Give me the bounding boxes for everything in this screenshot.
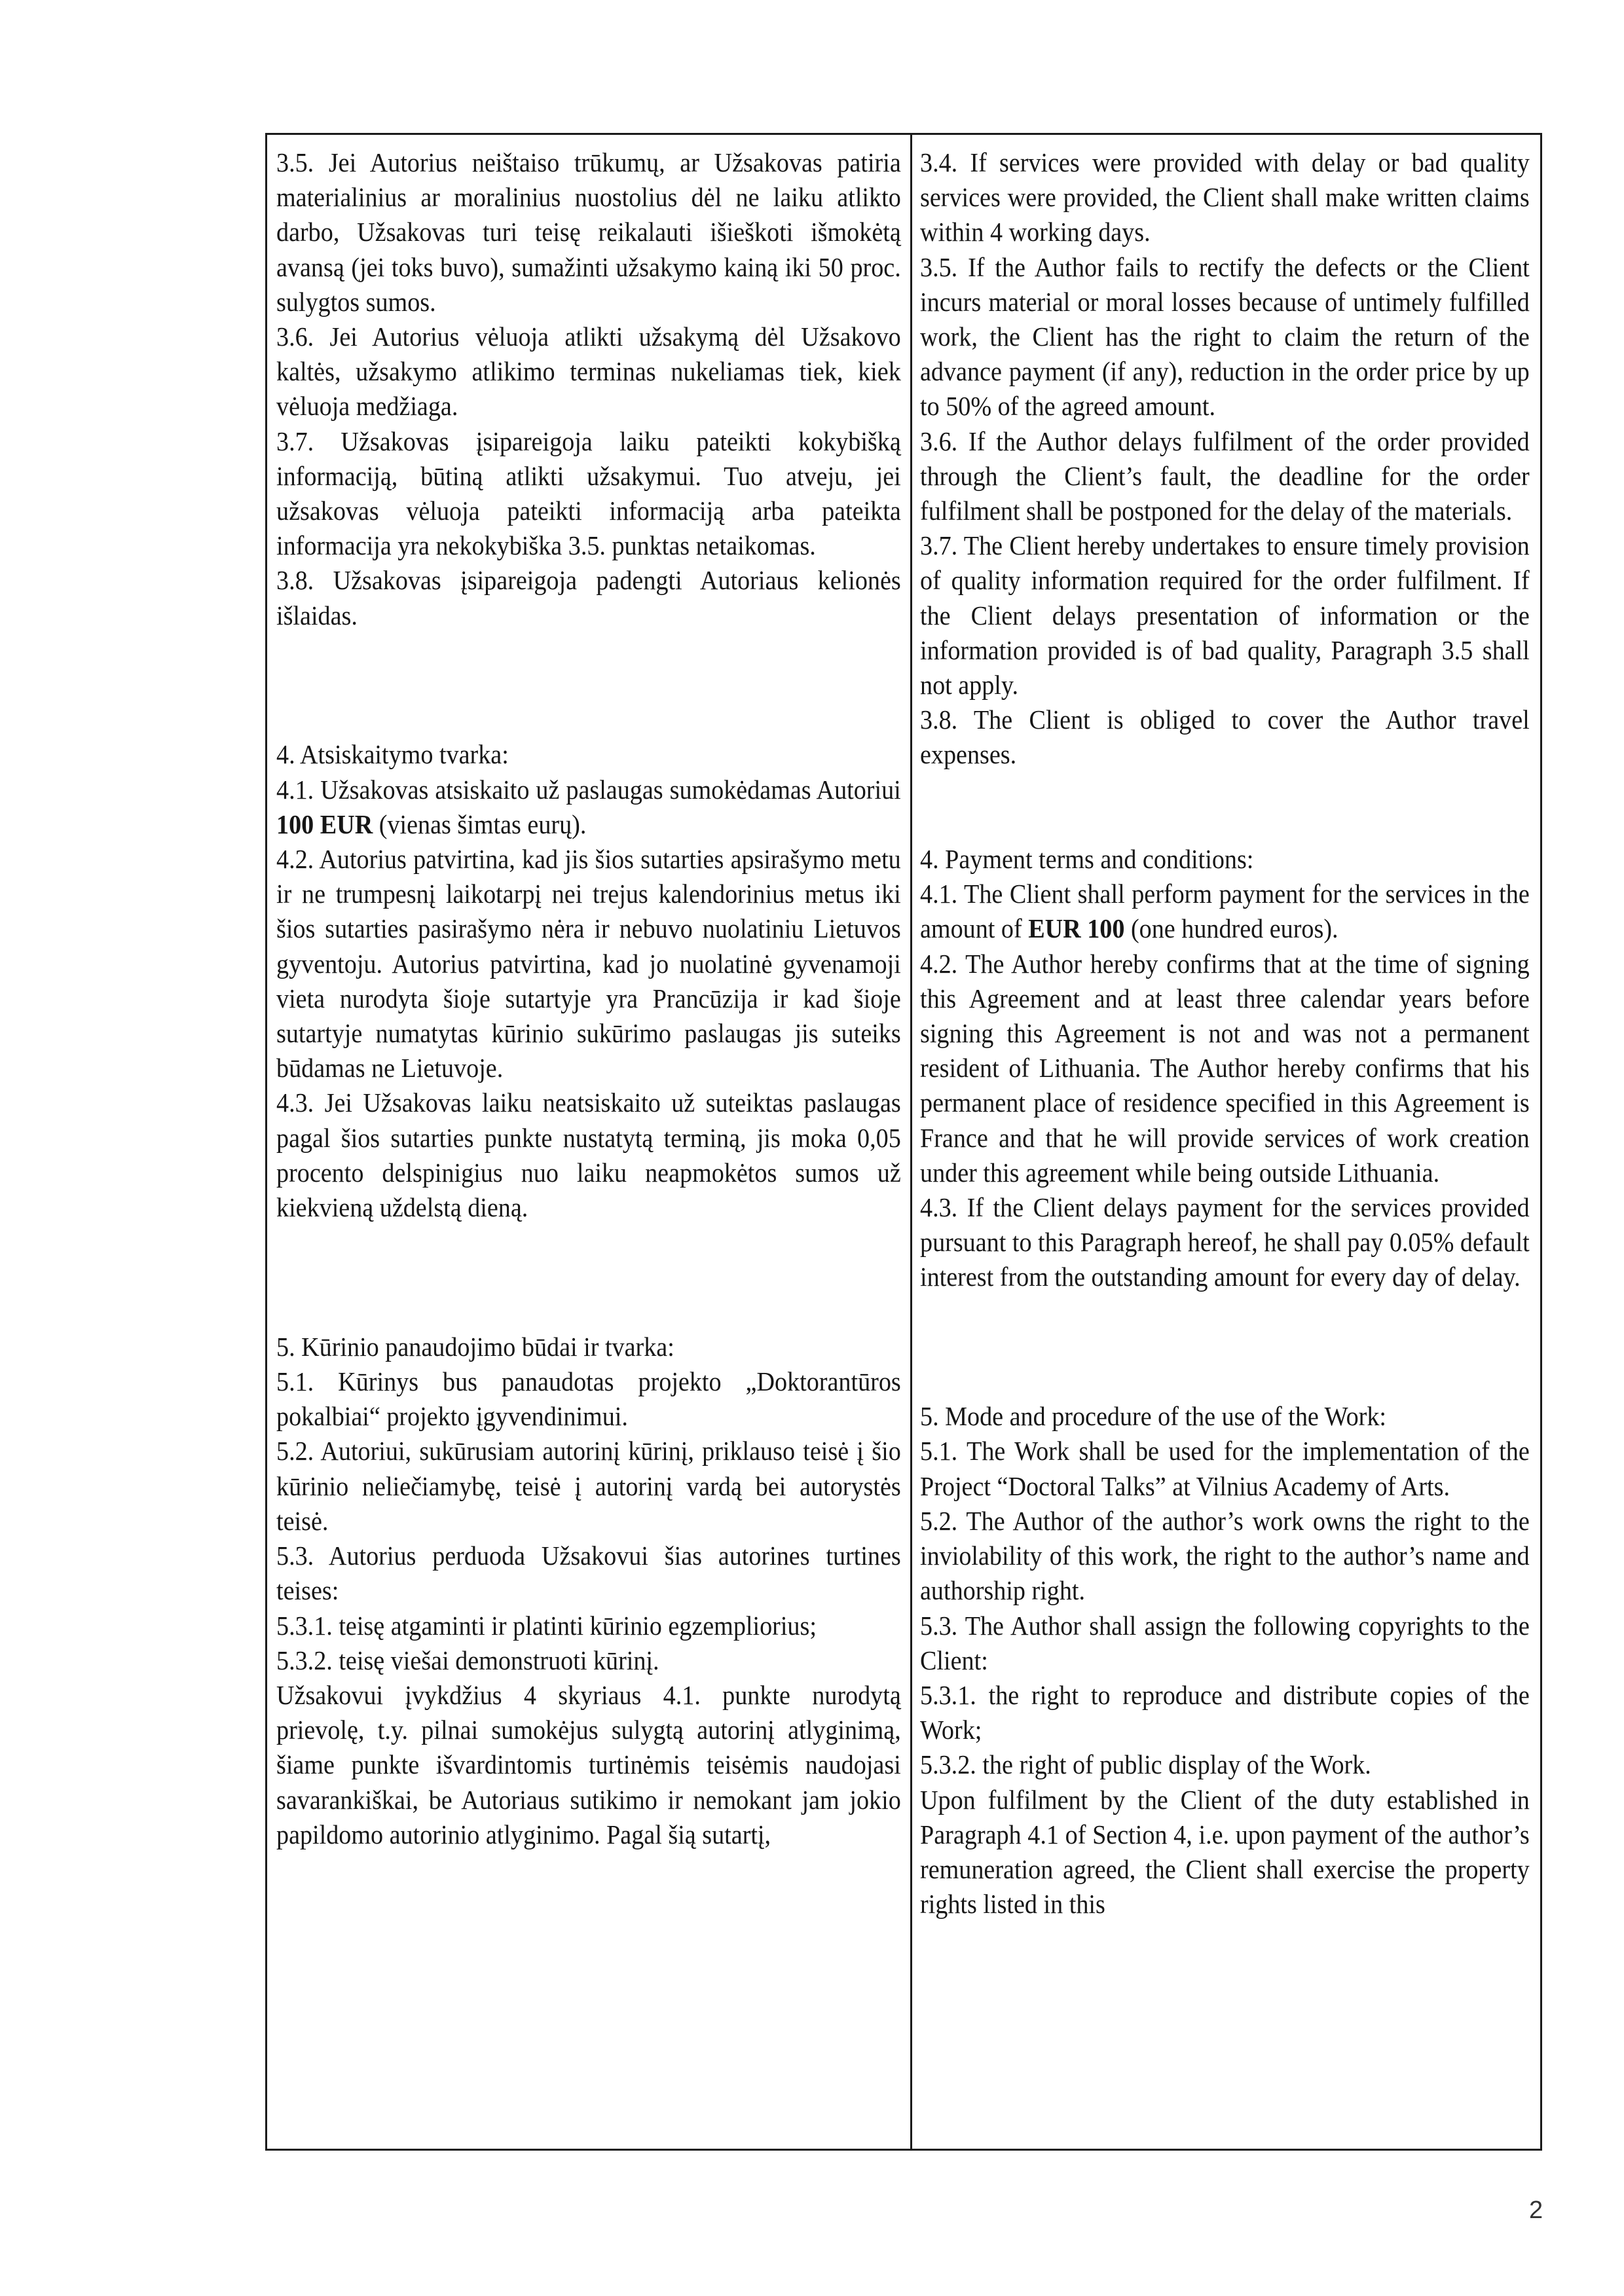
lt-clause-3-5: 3.5. Jei Autorius neištaiso trūkumų, ar Užsakovas patiria materialinius ar moralinius nuostolius dėl ne laiku atlikto darbo, Užsakovas turi teisę reikalauti išieškoti išmokėtą avansą (jei toks buvo), sumažinti užsakymo kainą iki 50 proc. sulygtos sumos.: [276, 147, 901, 317]
lt-spacer: [276, 1225, 901, 1330]
lt-clause-5-1: 5.1. Kūrinys bus panaudotas projekto „Doktorantūros pokalbiai“ projekto įgyvendinimui.: [276, 1366, 901, 1432]
en-clause-4-1-tail: (one hundred euros).: [1124, 913, 1338, 944]
lt-section-5-heading: 5. Kūrinio panaudojimo būdai ir tvarka:: [276, 1331, 674, 1362]
lt-spacer: [276, 633, 901, 738]
en-clause-5-2: 5.2. The Author of the author’s work owns the right to the inviolability of this work, the right to the author’s name and authorship right.: [920, 1505, 1530, 1606]
en-spacer: [920, 773, 1530, 842]
en-clause-5-3: 5.3. The Author shall assign the following copyrights to the Client:: [920, 1610, 1530, 1675]
lt-payment-amount: 100 EUR: [276, 809, 373, 839]
en-clause-4-3: 4.3. If the Client delays payment for the services provided pursuant to this Paragraph hereof, he shall pay 0.05% default interest from the outstanding amount for every day of delay.: [920, 1192, 1530, 1292]
en-spacer: [920, 1295, 1530, 1400]
en-clause-4-1-text: 4.1. The Client shall perform payment for the services in the amount of: [920, 879, 1530, 944]
lt-clause-5-3-2: 5.3.2. teisę viešai demonstruoti kūrinį.: [276, 1645, 659, 1675]
en-clause-5-3-1: 5.3.1. the right to reproduce and distribute copies of the Work;: [920, 1679, 1530, 1745]
en-section-4-heading: 4. Payment terms and conditions:: [920, 844, 1254, 875]
lt-clause-5-3-1: 5.3.1. teisę atgaminti ir platinti kūrinio egzempliorius;: [276, 1610, 817, 1641]
en-clause-4-2: 4.2. The Author hereby confirms that at the time of signing this Agreement and at least three calendar years before signing this Agreement is not and was not a permanent resident of Lithuania. The Author hereby confirms that his permanent place of residence specified in this Agreement is France and that he will provide services of work creation under this agreement while being outside Lithuania.: [920, 948, 1530, 1188]
en-clause-5-1: 5.1. The Work shall be used for the implementation of the Project “Doctoral Talks” at Vilnius Academy of Arts.: [920, 1436, 1530, 1501]
en-clause-3-4: 3.4. If services were provided with delay or bad quality services were provided, the Client shall make written claims within 4 working days.: [920, 147, 1530, 247]
lt-clause-3-7: 3.7. Užsakovas įsipareigoja laiku pateikti kokybišką informaciją, būtiną atlikti užsakymui. Tuo atveju, jei užsakovas vėluoja pateikti informaciją arba pateikta informacija yra nekokybiška 3.5. punktas netaikomas.: [276, 426, 901, 561]
en-payment-amount: EUR 100: [1028, 913, 1125, 944]
en-clause-5-3-2: 5.3.2. the right of public display of the Work.: [920, 1749, 1371, 1780]
lt-section-4-heading: 4. Atsiskaitymo tvarka:: [276, 739, 509, 770]
lt-clause-3-6: 3.6. Jei Autorius vėluoja atlikti užsakymą dėl Užsakovo kaltės, užsakymo atlikimo terminas nukeliamas tiek, kiek vėluoja medžiaga.: [276, 321, 901, 422]
english-column: [912, 135, 1540, 2149]
lt-clause-4-1-text: 4.1. Užsakovas atsiskaito už paslaugas sumokėdamas Autoriui: [276, 774, 901, 805]
en-clause-3-8: 3.8. The Client is obliged to cover the Author travel expenses.: [920, 704, 1530, 770]
en-final-paragraph: Upon fulfilment by the Client of the duty established in Paragraph 4.1 of Section 4, i.e. upon payment of the author’s remuneration agreed, the Client shall exercise the property rights listed in this: [920, 1784, 1530, 1920]
en-clause-3-5: 3.5. If the Author fails to rectify the defects or the Client incurs material or moral losses because of untimely fulfilled work, the Client has the right to claim the return of the advance payment (if any), reduction in the order price by up to 50% of the agreed amount.: [920, 251, 1530, 422]
lt-final-paragraph: Užsakovui įvykdžius 4 skyriaus 4.1. punkte nurodytą prievolę, t.y. pilnai sumokėjus sulygtą autorinį atlyginimą, šiame punkte išvardintomis turtinėmis teisėmis naudojasi savarankiškai, be Autoriaus sutikimo ir nemokant jam jokio papildomo autorinio atlyginimo. Pagal šią sutartį,: [276, 1679, 901, 1850]
lt-clause-4-1-tail: (vienas šimtas eurų).: [373, 809, 587, 839]
lt-clause-3-8: 3.8. Užsakovas įsipareigoja padengti Autoriaus kelionės išlaidas.: [276, 565, 901, 630]
lt-clause-5-3: 5.3. Autorius perduoda Užsakovui šias autorines turtines teises:: [276, 1540, 901, 1606]
page-number: 2: [1529, 2196, 1543, 2224]
lt-clause-5-2: 5.2. Autoriui, sukūrusiam autorinį kūrinį, priklauso teisė į šio kūrinio neliečiamybę, teisė į autorinį vardą bei autorystės teisė.: [276, 1436, 901, 1536]
en-clause-3-7: 3.7. The Client hereby undertakes to ensure timely provision of quality information required for the order fulfilment. If the Client delays presentation of information or the information provided is of bad quality, Paragraph 3.5 shall not apply.: [920, 530, 1530, 701]
lt-clause-4-2: 4.2. Autorius patvirtina, kad jis šios sutarties apsirašymo metu ir ne trumpesnį laikotarpį nei trejus kalendorinius metus iki šios sutarties pasirašymo nėra ir nebuvo nuolatiniu Lietuvos gyventoju. Autorius patvirtina, kad jo nuolatinė gyvenamoji vieta nurodyta šioje sutartyje yra Prancūzija ir kad šioje sutartyje numatytas kūrinio sukūrimo paslaugas jis suteiks būdamas ne Lietuvoje.: [276, 844, 901, 1084]
en-section-5-heading: 5. Mode and procedure of the use of the Work:: [920, 1401, 1387, 1432]
bilingual-contract-table: [265, 133, 1542, 2151]
en-clause-4-1: [920, 877, 1530, 946]
en-clause-3-6: 3.6. If the Author delays fulfilment of the order provided through the Client’s fault, the deadline for the order fulfilment shall be postponed for the delay of the materials.: [920, 426, 1530, 526]
lithuanian-column: [267, 135, 912, 2149]
lt-clause-4-3: 4.3. Jei Užsakovas laiku neatsiskaito už suteiktas paslaugas pagal šios sutarties punkte nustatytą terminą, jis moka 0,05 procento delspinigius nuo laiku neapmokėtos sumos už kiekvieną uždelstą dieną.: [276, 1087, 901, 1223]
lt-clause-4-1: [276, 773, 901, 842]
